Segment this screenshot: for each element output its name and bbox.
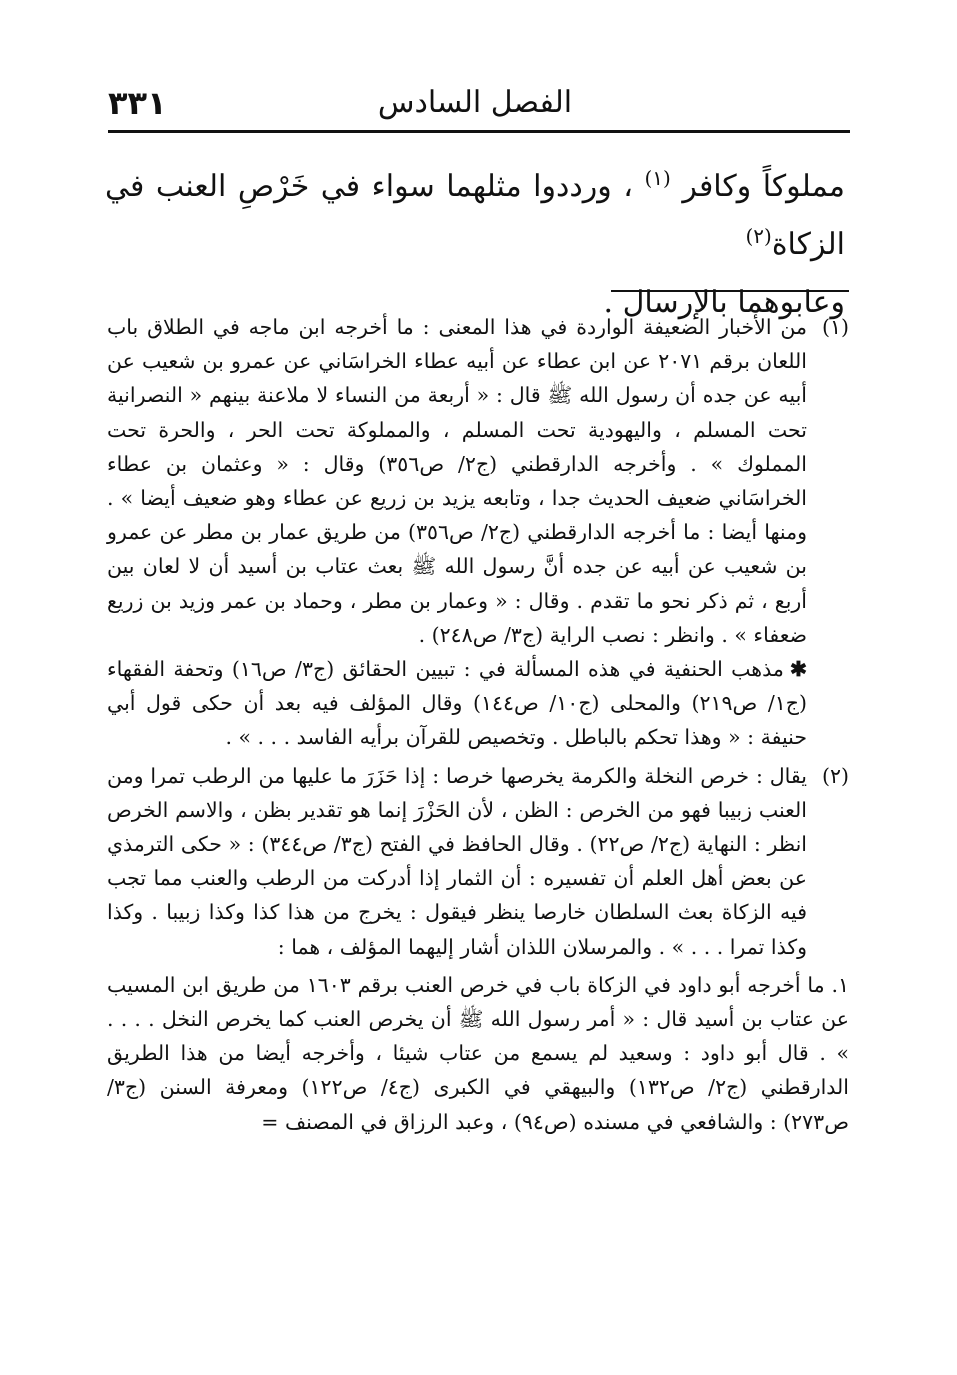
- main-text-part-b: ، ورددوا مثلهما سواء في خَرْصِ العنب في الزكاة: [105, 169, 845, 262]
- main-text-part-a: مملوكاً وكافر: [682, 169, 845, 204]
- header-rule: [108, 130, 850, 133]
- page-header: [100, 78, 850, 128]
- footnote-2: [107, 759, 849, 964]
- footnote-1: [107, 310, 849, 755]
- footnote-number-1: (١): [821, 315, 849, 339]
- footnote-1-note-text: مذهب الحنفية في هذه المسألة في : تبيين الحقائق (ج٣/ ص١٦) وتحفة الفقهاء (ج١/ ص٢١٩) والمحلى (ج١٠/ ص١٤٤) وقال المؤلف فيه بعد أن حكى قول أبي حنيفة : « وهذا تحكم بالباطل . وتخصيص للقرآن برأيه الفاسد . . . » .: [107, 657, 807, 750]
- footnote-number-2: (٢): [821, 763, 849, 788]
- chapter-title: الفصل السادس: [377, 85, 573, 120]
- footnote-1-text: من الأخبار الضعيفة الواردة في هذا المعنى : ما أخرجه ابن ماجه في الطلاق باب اللعان برقم ٢٠٧١ عن ابن عطاء عن أبيه عطاء الخراسَاني عن عمرو بن شعيب عن أبيه عن جده أن رسول الله ﷺ قال : « أربعة من النساء لا ملاعنة بينهم « النصرانية تحت المسلم ، واليهودية تحت المسلم ، والمملوكة تحت الحر ، والحرة تحت المملوك » . وأخرجه الدارقطني (ج٢/ ص٣٥٦) وقال : « وعثمان بن عطاء الخراسَاني ضعيف الحديث جدا ، وتابعه يزيد بن زريع عن عطاء وهو ضعيف أيضا » . ومنها أيضا : ما أخرجه الدارقطني (ج٢/ ص٣٥٦) من طريق عمار بن مطر عن عمرو بن شعيب عن أبيه عن جده أنَّ رسول الله ﷺ بعث عتاب بن أسيد أن لا لعان بين أربع ، ثم ذكر نحو ما تقدم . وقال : « وعمار بن مطر ، وحماد بن عمر وزيد بن زريع ضعفاء » . وانظر : نصب الراية (ج٣/ ص٢٤٨) .: [107, 315, 808, 647]
- footnote-ref-1: (١): [644, 166, 671, 190]
- footnote-2-text: يقال : خرص النخلة والكرمة يخرصها خرصا : إذا حَزَرَ ما عليها من الرطب تمرا ومن العنب زبيبا فهو من الخرص : الظن ، لأن الحَزْرَ إنما هو تقدير بظن ، والاسم الخرص انظر : النهاية (ج٢/ ص٢٢) . وقال الحافظ في الفتح (ج٣/ ص٣٤٤) : « حكى الترمذي عن بعض أهل العلم أن تفسيره : أن الثمار إذا أدركت من الرطب والعنب مما تجب فيه الزكاة بعث السلطان خارصا ينظر فيقول : يخرج من هذا كذا وكذا زبيبا . وكذا وكذا تمرا . . . » . والمرسلان اللذان أشار إليهما المؤلف ، هما :: [107, 763, 807, 959]
- main-text: [105, 158, 845, 332]
- footnote-2-item-1: ١. ما أخرجه أبو داود في الزكاة باب في خرص العنب برقم ١٦٠٣ من طريق ابن المسيب عن عتاب بن أسيد قال : « أمر رسول الله ﷺ أن يخرص العنب كما يخرص النخل . . . . » . قال أبو داود : وسعيد لم يسمع من عتاب شيئا ، وأخرجه أيضا من هذا الطريق الدارقطني (ج٢/ ص١٣٢) والبيهقي في الكبرى (ج٤/ ص١٢٢) ومعرفة السنن (ج٣/ ص٢٧٣) : والشافعي في مسنده (ص٩٤) ، وعبد الرزاق في المصنف =: [107, 972, 849, 1134]
- main-line-2: وعابوهما بالإرسال .: [603, 285, 845, 320]
- footnote-separator: [611, 290, 849, 292]
- footnotes: [107, 310, 849, 1143]
- star-marker-icon: ✱: [789, 657, 807, 682]
- footnote-1-note: [107, 652, 807, 755]
- footnote-ref-2: (٢): [745, 224, 772, 248]
- page-number: ٣٣١: [108, 84, 167, 122]
- main-line-1: [105, 158, 845, 274]
